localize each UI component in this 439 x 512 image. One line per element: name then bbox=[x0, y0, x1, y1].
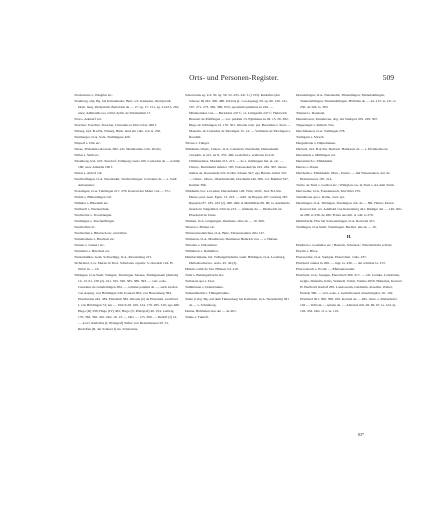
register-entry: Duromarie s. Müllingen vol. bbox=[296, 153, 336, 157]
register-entry: Truthingen s. Truchtelfingen. bbox=[74, 219, 115, 223]
register-entry: Trutalnamare s. Bruchsal etc. bbox=[74, 237, 115, 241]
register-entry: Tunne s. Tunisfl. bbox=[185, 315, 209, 319]
register-columns bbox=[74, 92, 400, 432]
register-entry: Tullonata spa s. Teal. bbox=[185, 279, 215, 283]
register-entry: Scherrartus sg. 2/4. 50. sg. 50. 52. 225. 241 f. (†133). Rudolfus (der Scherer II) 242. 300. 480. Ulricus (I. von Asperg) 29. sg. 66. 140. 141. 167. 271. 273. 382. 389. N.N. quondam palatinus in 229. — Ministeriales von — Bertoldus 247 f.; ca. Lüttgardis 247 f.; Heinwich Bressart de Pfaffingen — vor. palatini 13. Eginhlaus in 49. 15. 26. 382. Hugo de Schlungen 13. 176. 501. Ottonis com. pal. Bertoldus s. Stett. — Mauerin. de Cunradus de Tüwingen 15. 14. — Volmarus de Tüwingen s. Rossmit. bbox=[185, 93, 291, 139]
register-entry: Trescher, Trescher, Trescher, Cunradus et Ulrica frsr. 466 f. bbox=[74, 123, 157, 127]
register-entry: Danne, Hohinnen don der — de 401. bbox=[185, 309, 237, 313]
register-entry: Dusslingen, O.A. Tübingen, Tusslingen. dal. de — 86f. Herter, Pastor: Konrad 441. ux. Adelhaid von Rottenburg 441. Rüdiger der — 149. Otto de 208. is 238. de 280. Frider ens mil. is 149. is 270. bbox=[296, 201, 402, 217]
register-entry: Durrheim s. Thürkheim, Ober-, Unterr. — mit Nanenstalen. dal. de Hohenzasces 187. 214. bbox=[296, 171, 390, 181]
register-entry: Triberg, bsd. B.a.Hs. Triberg. Burk. hard ein vdte. von is. 250. bbox=[74, 129, 162, 133]
register-title: Orts- und Personen-Register. bbox=[189, 73, 279, 82]
register-entry: Tibwen s. Bruber etc. bbox=[185, 225, 216, 229]
register-entry: Durlach, bsd. B.A.Stu. Durlach. Hainricus de — s. Pforzheim ete. bbox=[296, 147, 389, 151]
register-entry: Tumazimerim s. Thüngebrahno. bbox=[185, 291, 230, 295]
register-entry: Durrweiler, O.A. Freudenstadt, Turrviller 270. bbox=[296, 189, 361, 193]
register-entry: Tumhrunne s. Donnbrunne. bbox=[185, 285, 224, 289]
register-entry: Trühnler s. Bibenuik etc. bbox=[74, 201, 109, 205]
register-entry: Eberbach, O.A. Saulgau, Eberzbach 369. 217. — vdl. Cunika. Cohobidus, Grigis, Dubetila, Kilio, Vetherdi, Volizt, Volinte 2050. Huberius, Konrad H. Berthold, Rudolf 285. Landowetin, Lindsmin, Roschin, Walter, Enriele 369. — vert. ecke. s. Geberthonard wbnelalrgeler. vit. 102. Eberhard 301. 300. 368. 450. Konrad de — 485. viner. s. Maberhofer 102 — Volboni — nobele de. — Albertus mil. 28. 66. 67. ia. 124. ig. 126. 432. Otto 11 a. ia. 119. bbox=[296, 273, 402, 313]
register-entry: Turmgarn s. Sörsch. bbox=[296, 135, 325, 139]
register-entry: Durchhausen, O.A. Tuttlingen 278. bbox=[296, 129, 346, 133]
register-entry: Trautberg, abg. Bg. bei Kittsamedor, Burr. a.S. Kempten, Orebayradt, Dreb. burg, Drsfpnrrih. Bertoldus de — 17. sg. 17. 151. sg. 214/15. 281; unor; Adilhaidis Ga. Ulrici dyhli. de Wartheimm 17. bbox=[74, 99, 180, 115]
register-entry: Durrenbach s. Thürkheim. bbox=[296, 159, 333, 163]
register-entry: Truchtelten s. Biberach etc. und mber. bbox=[74, 231, 128, 235]
register-entry: Trispelf s. Ulle etc. bbox=[74, 141, 101, 145]
register-entry: Eberhard cannes in 206. — ingr. ia. 430. — der schriber ia. 272. bbox=[296, 261, 386, 265]
register-column-1 bbox=[74, 92, 180, 332]
register-entry: Ebervosbach s. Evoth. — Eßmannsweiler. bbox=[296, 267, 356, 271]
register-entry: Trubin s. Büttenlingen vdl. bbox=[74, 195, 112, 199]
register-entry: Tuezalbone spa s. Roma, card. spi. bbox=[296, 195, 345, 199]
register-entry: Dutlinbecht, Flur bei Schwenningen, O.A. Rottweil 415. bbox=[296, 219, 376, 223]
register-entry: Dulkin comit de Sus. Hilisser bd. 418. bbox=[185, 267, 239, 271]
page-number: 509 bbox=[382, 73, 394, 82]
section-heading: H. bbox=[346, 234, 352, 239]
register-entry: Ebersweiler, O.A. Saulgau, Eberevilen. volle. 437. bbox=[296, 255, 367, 259]
register-entry: Tunis (t abg. Bg. auf dem Tünsenberg bei Kalburen, O.A. Neresheim) 361 de — s. Schönberg. bbox=[185, 297, 289, 307]
register-entry: Tuttlingen, O.A.Stadt, Tuttelingen. Berthol. ehe de — 10. bbox=[296, 225, 377, 229]
register-entry: Triese, Tridentina diocesis. 062. adv. Meiahardus com. Tirolis. bbox=[74, 147, 162, 151]
register-entry: Ebevin s. Bbve. bbox=[296, 249, 319, 253]
register-entry: Ehelinen s. Gosheiler etc.; Haslach, Schönrol.; Wilermorbrin schrrie. bbox=[296, 243, 393, 247]
register-entry: Durres s. Daren. bbox=[296, 165, 319, 169]
page-header bbox=[74, 73, 394, 85]
register-entry: Donnstlingen, O.A. Neresheim, Tünnstlingen, Tünnebahlingen, Tunnebahlingen, Tunnebahlingen. Höllölan de — 44. 213. is. 211. to 250. de 326. is. 303. bbox=[296, 93, 397, 109]
register-entry: Türmerau, O.A. Maulbronn, Durmerau Heinrich von — s. Hafsen. bbox=[185, 237, 279, 241]
register-entry: Tüllinbren s. Dammbor. bbox=[185, 249, 219, 253]
register-entry: Türkheim, Oberr., Unterr., O.A. Cannstatt, Durcheim, Durnesheim. vicepleb. ia 215. zu fi. 255. 400. Godefrid s. scultetus in 210. Ulllmnarintes, Marktin 215. 215. — de s. Zeillungen hal. et. etc. — Unterr., Durrnheim inferior 185. Nobeaederichs 222. 262. 367. moses mallsa de. Rosenstein 222. Koller Johann 347; ego Bruder Albert 347. — Oberr., Oberr., Oberdurrheim, Dorrheim 240. 306. col. Bamhut 327. Kemler 396. bbox=[185, 147, 289, 187]
register-entry: Tüppenagel s. Rethelt. Not. bbox=[296, 123, 335, 127]
register-entry: Dunnshoven, Tunnhoven, abg. bei Stuttgart 205. 229. 307. bbox=[296, 117, 378, 121]
register-entry: Trachenarre s. Wasgfen etc. bbox=[74, 93, 113, 97]
footer-signature-mark: 83* bbox=[358, 432, 364, 437]
register-entry: Tübingen, O.A.Stadt, Tuingen, Tiuwingen. Mones, Tubingensem (damals) 14. 13. 61. 158 (2). 221. 325. 326. 365. 386. 393. — vert. ecde. Cunradus de Gundeltingen 384. — comites palatini de —, auch Grafen von Asperg, von Böblingen 249. Konrad 384; von Herrenberg 384. Eberhardus 242. 384. Elisabeth 384. Ottonis (2) de Eberstein. Gottfried I. von Böblingen 74; zur — Ulrich 28. 109. 124. 179. 285. 310; ego 480. Hugo (II) 330; Hugo (IV) 481; Hugo (V, Pfalzgraf) 40. 254. Ludwig 170. 364. 365. 401. Otto 16. 13. — Otto — 115. 300. — Rudolf (I) 14. — 414 f. Rudolfus (I, Pfalzgraf) Stifter von Bebenhausen 50. 51. Rudolfus (II, der Scherer I) iss. Scherartus, bbox=[74, 273, 180, 331]
register-entry: Trutzemuiller, Gem. Schweiligg, O.A. Ravensburg 215. bbox=[74, 255, 153, 259]
register-entry: Türnwenwaltaichen, O.A. Bulz, Türnenwaiden villa 147. bbox=[185, 231, 265, 235]
register-entry: Trutualtre s. Bruchsal etc. bbox=[74, 249, 111, 253]
register-entry: Trossingen, O.A. Tuttlingen 217. 278. Konrad der Maier von — 371. bbox=[74, 189, 171, 193]
register-entry: Trilles s. Skill etc. bbox=[74, 153, 100, 157]
register-entry: Türmen, O.A. Göppingen, Durmene. Otto de — 10. 360. bbox=[185, 219, 265, 223]
register-entry: Tschirland, L.G. Meran in Tirol, Schirland, capella. S. Oswaldi 124. H. Natur in — 16. bbox=[74, 261, 174, 271]
register-entry: Turris. de Turri s. Gonbol etc.; Wimgfon ros. in Turri s. An dem Turm. bbox=[296, 183, 395, 187]
register-entry: Trientberg, bsd. O.E. Sturdorf, Trimperg castra 160. Conradus de — nobilis 160; uxor Alhaidis 160 f. bbox=[74, 159, 180, 169]
register-entry: Trulbardt s. Wertsetchuk. bbox=[74, 207, 110, 211]
register-entry: Tünsterl s. Donnstel. bbox=[296, 111, 326, 115]
register-entry: Duktbachmann, bsl. Tulbeigeblubelin, Gem. Böhingen, O.A. Leonberg, Dullenbacherwo. nodo. 45. 49 (2). bbox=[185, 255, 286, 265]
register-entry: Truchtelrtz s. Trossbnugen. bbox=[74, 213, 113, 217]
register-entry: Tulle s. Beisingenbachi ebc. bbox=[185, 273, 225, 277]
register-entry: Truchtolfen 21. bbox=[74, 225, 96, 229]
register-entry: Truchtelfingen, O.A. Neresheim, Truchtelvingen. Conradus de — s. Sulli Anbaensler. bbox=[74, 177, 177, 187]
register-entry: Tristel s. Aldorf vdr. bbox=[74, 171, 103, 175]
register-entry: Truttberger, O.A. Solz, Truhlingese 429. bbox=[74, 135, 131, 139]
register-entry: Durgenbalte s. Düprehuisen. bbox=[296, 141, 336, 145]
register-entry: Trau s. Adeberf vol. bbox=[74, 117, 102, 121]
register-entry: Trutner s. Ginserr etc. bbox=[74, 243, 105, 247]
register-entry: Türkheim, bor. a.O.Alen, Durrenheim 128. Türn, Wolf., bsd. B.a.Stn. Durne, pud. zeen. Egen. 13. 223. — nebl. de Bopper 267. Ludwig 267. Rupertus 87. 185. 434 (2). 480. 496; ia Mehlibilde 89. 86; ia. Adelheida monda in Salgenthal. Ulricus 213. — minister de — Hedewich ux. Eberhardi de Tanis. bbox=[185, 189, 290, 217]
register-column-2 bbox=[185, 92, 291, 320]
register-column-3 bbox=[296, 92, 402, 314]
register-entry: Tücass s. Tüngel. bbox=[185, 141, 210, 145]
register-entry: Türraber s. Durrrenber. bbox=[185, 243, 218, 247]
